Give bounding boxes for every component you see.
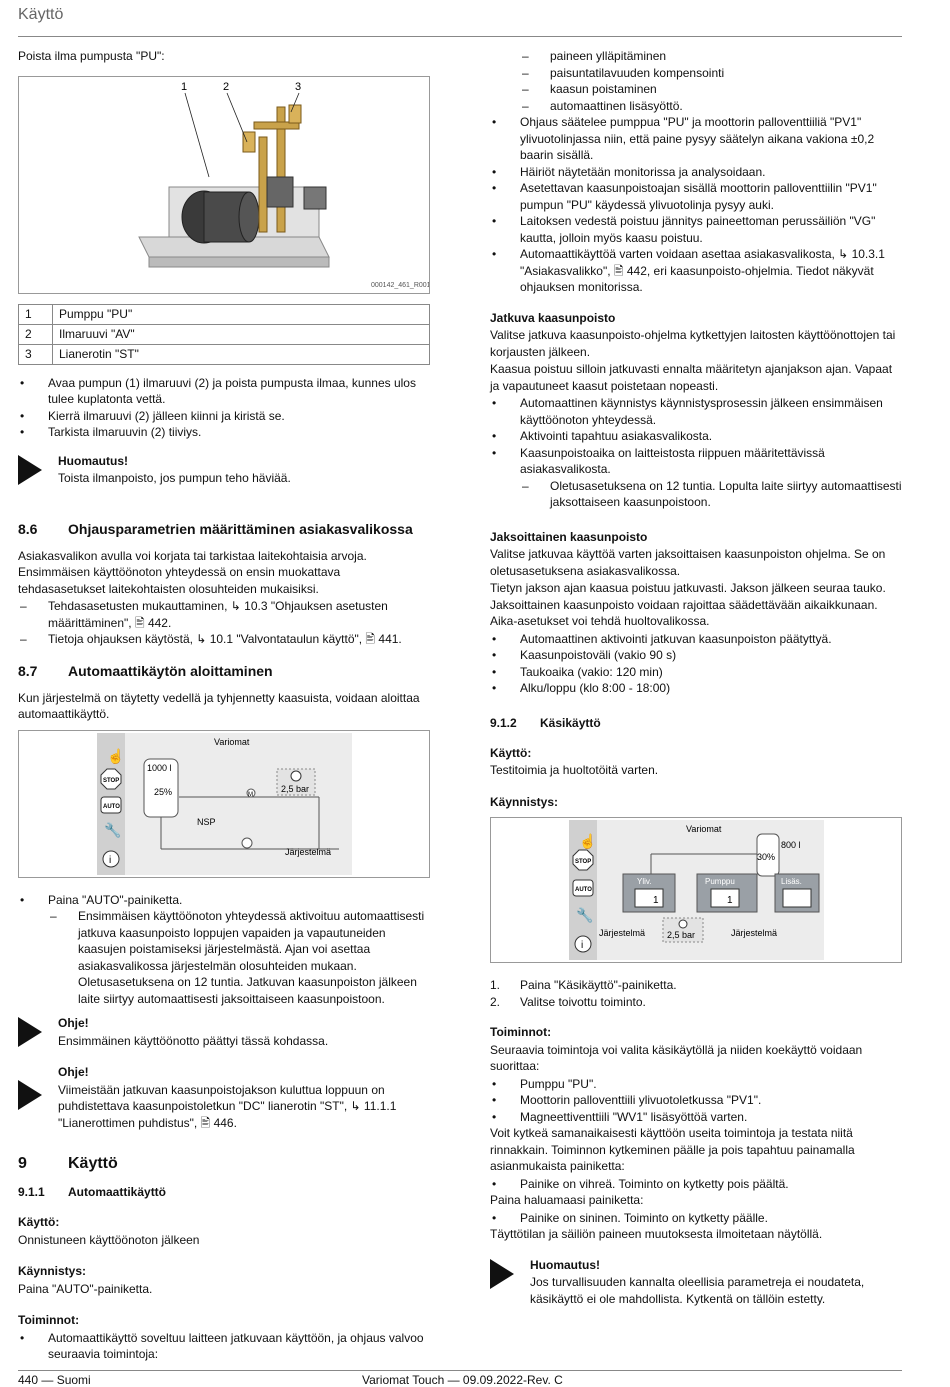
sub-list-item: – Oletusasetuksena on 12 tuntia. Lopulta laite siirtyy automaattisesti jaksottaiseen kaasunpoistoon.: [520, 478, 902, 511]
label-toiminnot: Toiminnot:: [18, 1313, 80, 1327]
list-item: – automaattinen lisäsyöttö.: [520, 98, 902, 115]
section-number: 8.6: [18, 520, 38, 537]
right-column: [490, 48, 902, 1316]
paragraph: Paina "AUTO"-painiketta.: [18, 1281, 153, 1296]
pressure-value: 2,5 bar: [281, 783, 310, 794]
list-item: • Tarkista ilmaruuvin (2) tiiviys.: [18, 424, 430, 441]
info-icon: i: [581, 940, 584, 951]
control-list: [490, 114, 902, 296]
subsection-title: Automaattikäyttö: [68, 1185, 167, 1199]
note-text: Ensimmäinen käyttöönotto päättyi tässä kohdassa.: [58, 1033, 329, 1048]
label-kaynnistys: Käynnistys:: [490, 794, 559, 809]
note-text: Toista ilmanpoisto, jos pumpun teho häviää.: [58, 471, 291, 485]
note-box: [18, 1064, 430, 1132]
subsection-number: 9.1.2: [490, 715, 517, 730]
tank-volume: 800 l: [781, 840, 801, 850]
info-arrow-icon: [18, 1017, 42, 1047]
list-item: [490, 994, 902, 1011]
page-header-title: Käyttö: [18, 6, 64, 23]
list-item: • Kierrä ilmaruuvi (2) jälleen kiinni ja kiristä se.: [18, 408, 430, 425]
interval-list: [490, 631, 902, 697]
note-text: Viimeistään jatkuvan kaasunpoistojakson kuluttua loppuun on puhdistettava kaasunpoistoletkun "DC" lianerotin "ST", ↳ 11.1.1 "Lianerottimen puhdistus", 🖹 446.: [58, 1082, 397, 1130]
paragraph: Kaasua poistuu silloin jatkuvasti ennalta määritetyn ajanjakson ajan. Vapaat ja vapautuneet kaasut poistetaan nopeasti.: [490, 362, 893, 393]
figure-code: 000142_461_R001: [371, 281, 429, 289]
system-label: Järjestelmä: [285, 846, 332, 857]
overflow-label: Yliv.: [637, 877, 652, 886]
list-item: • Häiriöt näytetään monitorissa ja analysoidaan.: [490, 164, 902, 181]
note-box: [18, 1015, 430, 1050]
legend-number: 3: [19, 344, 53, 364]
list-item: • Avaa pumpun (1) ilmaruuvi (2) ja poista pumpusta ilmaa, kunnes ulos tulee kuplatonta vettä.: [18, 375, 430, 408]
airing-steps: [18, 375, 430, 441]
label-toiminnot: Toiminnot:: [490, 1025, 552, 1039]
auto-icon: AUTO: [103, 803, 120, 810]
section-heading: [18, 520, 430, 538]
list-item: [18, 892, 430, 1008]
paragraph: Paina haluamaasi painiketta:: [490, 1193, 644, 1207]
list-item: • Laitoksen vedestä poistuu jännitys paineettoman perussäiliön "VG" kautta, jolloin myös kaasu poistuu.: [490, 213, 902, 246]
pump-illustration: [19, 77, 429, 293]
paragraph: Seuraavia toimintoja voi valita käsikäytöllä ja niiden koekäyttö voidaan suorittaa:: [490, 1042, 863, 1073]
section-title: Ohjausparametrien määrittäminen asiakasvalikossa: [68, 520, 413, 537]
list-item: • Taukoaika (vakio: 120 min): [490, 664, 902, 681]
overflow-value: 1: [653, 895, 659, 906]
paragraph: Voit kytkeä samanaikaisesti käyttöön useita toimintoja ja testata niitä rinnakkain. Toiminnon kytkeminen päälle ja pois tapahtuu painamalla asianmukaista painiketta:: [490, 1126, 855, 1173]
tank-level: 25%: [154, 786, 173, 797]
paragraph: Täyttötilan ja säiliön paineen muutoksesta ilmoitetaan näytöllä.: [490, 1227, 823, 1241]
reference-list: [18, 598, 430, 648]
screen-title: Variomat: [214, 736, 250, 747]
legend-text: Ilmaruuvi "AV": [53, 324, 430, 344]
legend-table: [18, 304, 430, 365]
label-kaytto: Käyttö:: [18, 1215, 60, 1229]
paragraph: Valitse jatkuvaa käyttöä varten jaksoittaisen kaasunpoiston ohjelma. Se on oletusasetuksena asiakasvalikossa.: [490, 547, 886, 578]
list-item: • Automaattikäyttö soveltuu laitteen jatkuvaan käyttöön, ja ohjaus valvoo seuraavia toimintoja:: [18, 1330, 430, 1363]
pump-label: Pumppu: [705, 877, 735, 886]
refill-label: Lisäs.: [781, 877, 802, 886]
screen-title: Variomat: [686, 824, 722, 834]
stop-icon: STOP: [103, 777, 120, 784]
note-box: [18, 453, 430, 488]
paragraph: Valitse jatkuva kaasunpoisto-ohjelma kytkettyjen laitosten käyttöönottojen tai korjausten jälkeen.: [490, 328, 896, 359]
footer-rule: [18, 1370, 902, 1371]
label-kaynnistys: Käynnistys:: [18, 1264, 87, 1278]
list-item: • Ohjaus säätelee pumppua "PU" ja moottorin palloventtiiliä "PV1" ylivuotolinjassa niin, että paine pysyy säätelyn aikana vakiona ±0,2 baarin sisällä.: [490, 114, 902, 164]
sub-list-item: – Ensimmäisen käyttöönoton yhteydessä aktivoituu automaattisesti jatkuva kaasunpoisto loppujen vapaiden ja vapautuneiden kaasujen poistamiseksi järjestelmästä. Ajan voi asettaa asiakasvalikossa järjestelmän olosuhteiden mukaan. Oletusasetuksena on 12 tuntia. Jatkuvan kaasunpoiston jälkeen laite siirtyy automaattisesti jaksoittaiseen kaasunpoistoon.: [48, 908, 430, 1007]
wrench-icon: 🔧: [576, 907, 594, 923]
chapter-number: 9: [18, 1155, 27, 1172]
subsection-heading: [490, 715, 902, 731]
subsection-number: 9.1.1: [18, 1185, 45, 1199]
manual-functions: [490, 1076, 902, 1126]
list-item: • Asetettavan kaasunpoistoajan sisällä moottorin palloventtiilin "PV1" pumpun "PU" käydessä ylivuotolinja pysyy auki.: [490, 180, 902, 213]
step-number: 2.: [490, 994, 501, 1009]
list-item: • Automaattikäyttöä varten voidaan asettaa asiakasvalikosta, ↳ 10.3.1 "Asiakasvalikko", 🖹 442, eri kaasunpoisto-ohjelmia. Tiedot näkyvät ohjauksen monitorissa.: [490, 246, 902, 296]
callout-2: 2: [223, 80, 230, 93]
paragraph: Asiakasvalikon avulla voi korjata tai tarkistaa laitekohtaisia arvoja. Ensimmäisen käyttöönoton yhteydessä on ensin muokattava tehdasasetukset laitekohtaisten olosuhteiden mukaisiksi.: [18, 548, 367, 596]
list-item: • Moottorin palloventtiili ylivuotoletkussa "PV1".: [490, 1092, 902, 1109]
paragraph: Onnistuneen käyttöönoton jälkeen: [18, 1232, 200, 1247]
continuous-list: [490, 395, 902, 511]
paragraph: Kun järjestelmä on täytetty vedellä ja tyhjennetty kaasuista, voidaan aloittaa automaattikäyttö.: [18, 690, 420, 721]
subheading: Jaksoittainen kaasunpoisto: [490, 529, 648, 544]
paragraph: Testitoimia ja huoltotöitä varten.: [490, 763, 659, 777]
step-text: Valitse toivottu toiminto.: [520, 994, 646, 1009]
item-text: Kaasunpoistoaika on laitteistosta riippuen määritettävissä asiakasvalikosta.: [520, 445, 825, 476]
nsp-label: NSP: [197, 816, 216, 827]
step-text: Paina "Käsikäyttö"-painiketta.: [520, 978, 677, 992]
legend-number: 1: [19, 304, 53, 324]
intro-text: Poista ilma pumpusta "PU":: [18, 49, 165, 63]
auto-start-list: [18, 892, 430, 1008]
list-item: – paisuntatilavuuden kompensointi: [520, 65, 902, 82]
list-item: • Aktivointi tapahtuu asiakasvalikosta.: [490, 428, 902, 445]
list-item: • Alku/loppu (klo 8:00 - 18:00): [490, 680, 902, 697]
warning-arrow-icon: [490, 1259, 514, 1289]
footer-page: 440 — Suomi: [18, 1373, 91, 1387]
info-icon: i: [109, 854, 112, 866]
pressure-value: 2,5 bar: [667, 930, 696, 940]
step-text: Paina "AUTO"-painiketta.: [48, 892, 183, 907]
list-item: • Pumppu "PU".: [490, 1076, 902, 1093]
callout-1: 1: [181, 80, 188, 93]
legend-text: Lianerotin "ST": [53, 344, 430, 364]
list-item: • Painike on sininen. Toiminto on kytketty päälle.: [490, 1210, 902, 1227]
step-number: 1.: [490, 978, 501, 992]
manual-screen-figure: [490, 817, 902, 963]
system-label-right: Järjestelmä: [731, 928, 778, 938]
motor-valve-label: M: [248, 791, 253, 798]
pump-figure: [18, 76, 430, 294]
subsection-title: Käsikäyttö: [540, 715, 601, 730]
tank-volume: 1000 l: [147, 762, 172, 773]
note-title: Ohje!: [58, 1016, 89, 1030]
system-label-left: Järjestelmä: [599, 928, 646, 938]
subheading: Jatkuva kaasunpoisto: [490, 310, 616, 325]
pump-icon: [242, 838, 252, 848]
tank-level: 30%: [757, 852, 776, 862]
chapter-heading: [18, 1154, 430, 1174]
list-item: – paineen ylläpitäminen: [520, 48, 902, 65]
list-item: [490, 445, 902, 511]
hand-icon: ☝: [107, 747, 125, 764]
paragraph: Tietyn jakson ajan kaasua poistuu jatkuvasti. Jakson jälkeen seuraa tauko. Jaksoittainen kaasunpoisto voidaan rajoittaa säädettävään aikaikkunaan. Aika-asetukset voi tehdä huoltovalikossa.: [490, 581, 886, 628]
list-item: [490, 977, 902, 994]
label-kaytto: Käyttö:: [490, 745, 532, 760]
overflow-button[interactable]: [635, 889, 663, 907]
pressure-gauge-icon: [291, 771, 301, 781]
subsection-heading: [18, 1184, 430, 1200]
info-arrow-icon: [18, 1080, 42, 1110]
refill-button[interactable]: [783, 889, 811, 907]
table-row: [19, 344, 430, 364]
legend-number: 2: [19, 324, 53, 344]
wrench-icon: 🔧: [104, 821, 122, 838]
section-title: Automaattikäytön aloittaminen: [68, 662, 273, 679]
manual-steps: [490, 977, 902, 1010]
table-row: [19, 304, 430, 324]
note-title: Huomautus!: [530, 1257, 600, 1272]
warning-arrow-icon: [18, 455, 42, 485]
note-title: Ohje!: [58, 1065, 89, 1079]
chapter-title: Käyttö: [68, 1155, 118, 1172]
variomat-screen-auto: [19, 731, 429, 877]
list-item: – Tehdasasetusten mukauttaminen, ↳ 10.3 "Ohjauksen asetusten määrittäminen", 🖹 442.: [18, 598, 430, 631]
variomat-screen-manual: [491, 818, 901, 962]
list-item: – kaasun poistaminen: [520, 81, 902, 98]
list-item: • Kaasunpoistoväli (vakio 90 s): [490, 647, 902, 664]
note-box: [490, 1257, 902, 1309]
list-item: • Painike on vihreä. Toiminto on kytketty pois päältä.: [490, 1176, 902, 1193]
auto-icon: AUTO: [575, 887, 592, 893]
section-number: 8.7: [18, 662, 38, 679]
function-list: [490, 48, 902, 114]
pump-value: 1: [727, 895, 733, 906]
stop-icon: STOP: [575, 859, 592, 865]
legend-text: Pumppu "PU": [53, 304, 430, 324]
callout-3: 3: [295, 80, 302, 93]
left-column: [18, 48, 430, 1363]
hand-icon: ☝: [579, 833, 597, 849]
list-item: – Tietoja ohjauksen käytöstä, ↳ 10.1 "Valvontataulun käyttö", 🖹 441.: [18, 631, 430, 648]
note-text: Jos turvallisuuden kannalta oleellisia parametreja ei noudateta, käsikäyttö ei ole mahdollista. Kytkentä on tällöin estetty.: [530, 1275, 865, 1306]
list-item: • Magneettiventtiili "WV1" lisäsyöttöä varten.: [490, 1109, 902, 1126]
list-item: • Automaattinen käynnistys käynnistysprosessin jälkeen ensimmäisen käyttöönoton yhteydessä.: [490, 395, 902, 428]
pump-button[interactable]: [711, 889, 739, 907]
list-item: • Automaattinen aktivointi jatkuvan kaasunpoiston päätyttyä.: [490, 631, 902, 648]
footer-doc: Variomat Touch — 09.09.2022-Rev. C: [362, 1373, 563, 1387]
table-row: [19, 324, 430, 344]
note-title: Huomautus!: [58, 453, 128, 468]
pressure-gauge-icon: [679, 920, 687, 928]
header-rule: [18, 36, 902, 37]
auto-screen-figure: [18, 730, 430, 878]
section-heading: [18, 662, 430, 680]
